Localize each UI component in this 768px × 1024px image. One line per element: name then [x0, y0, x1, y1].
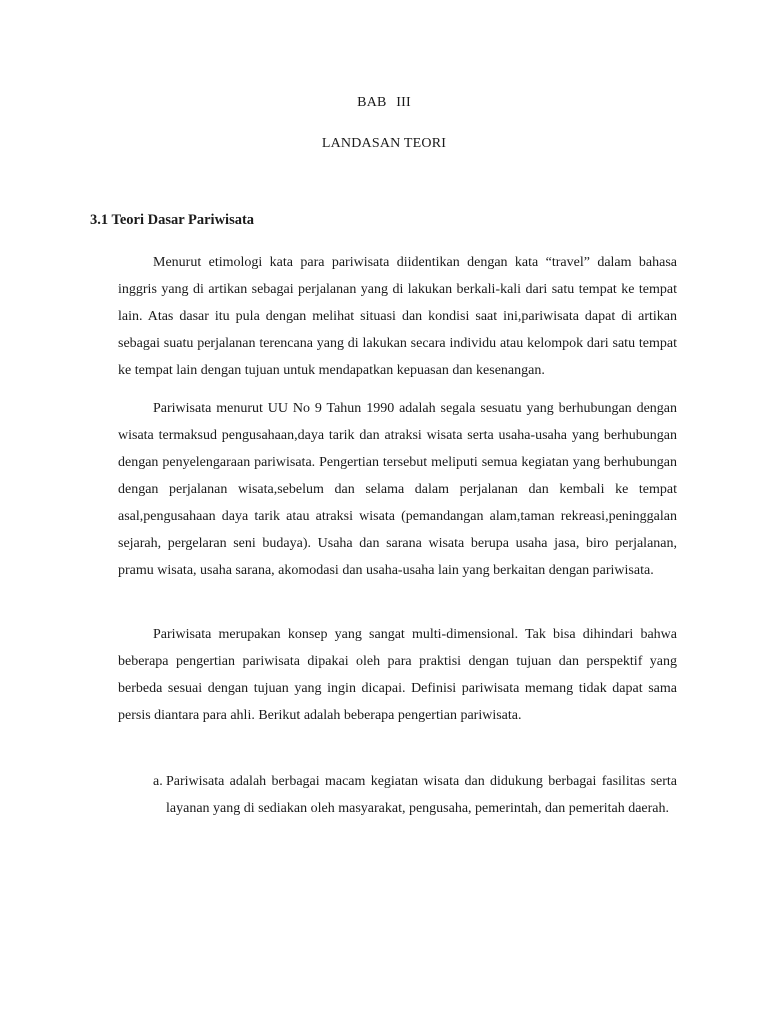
- paragraph-3: Pariwisata merupakan konsep yang sangat multi-dimensional. Tak bisa dihindari bahwa beberapa pengertian pariwisata dipakai oleh para praktisi dengan tujuan dan perspektif yang berbeda sesuai dengan tujuan yang ingin dicapai. Definisi pariwisata memang tidak dapat sama persis diantara para ahli. Berikut adalah beberapa pengertian pariwisata.: [118, 627, 677, 723]
- chapter-number: BAB III: [357, 95, 411, 110]
- chapter-title: LANDASAN TEORI: [321, 136, 447, 151]
- section-heading: 3.1 Teori Dasar Pariwisata: [90, 212, 255, 228]
- paragraph-1: Menurut etimologi kata para pariwisata diidentikan dengan kata “travel” dalam bahasa inggris yang di artikan sebagai perjalanan yang di lakukan berkali-kali dari satu tempat ke tempat lain. Atas dasar itu pula dengan melihat situasi dan kondisi saat ini,pariwisata dapat di artikan sebagai suatu perjalanan terencana yang di lakukan secara individu atau kelompok dari satu tempat ke tempat lain dengan tujuan untuk mendapatkan kepuasan dan kesenangan.: [118, 255, 677, 378]
- paragraph-2: Pariwisata menurut UU No 9 Tahun 1990 adalah segala sesuatu yang berhubungan dengan wisata termaksud pengusahaan,daya tarik dan atraksi wisata serta usaha-usaha yang berhubungan dengan penyelengaraan pariwisata. Pengertian tersebut meliputi semua kegiatan yang berhubungan dengan perjalanan wisata,sebelum dan selama dalam perjalanan dan kembali ke tempat asal,pengusahaan daya tarik atau atraksi wisata (pemandangan alam,taman rekreasi,peninggalan sejarah, pergelaran seni budaya). Usaha dan sarana wisata berupa usaha jasa, biro perjalanan, pramu wisata, usaha sarana, akomodasi dan usaha-usaha lain yang berkaitan dengan pariwisata.: [118, 401, 677, 578]
- list-item: [153, 768, 677, 822]
- list-item-text: Pariwisata adalah berbagai macam kegiatan wisata dan didukung berbagai fasilitas serta layanan yang di sediakan oleh masyarakat, pengusaha, pemerintah, dan pemeritah daerah.: [166, 774, 677, 816]
- list-marker: a.: [153, 774, 163, 789]
